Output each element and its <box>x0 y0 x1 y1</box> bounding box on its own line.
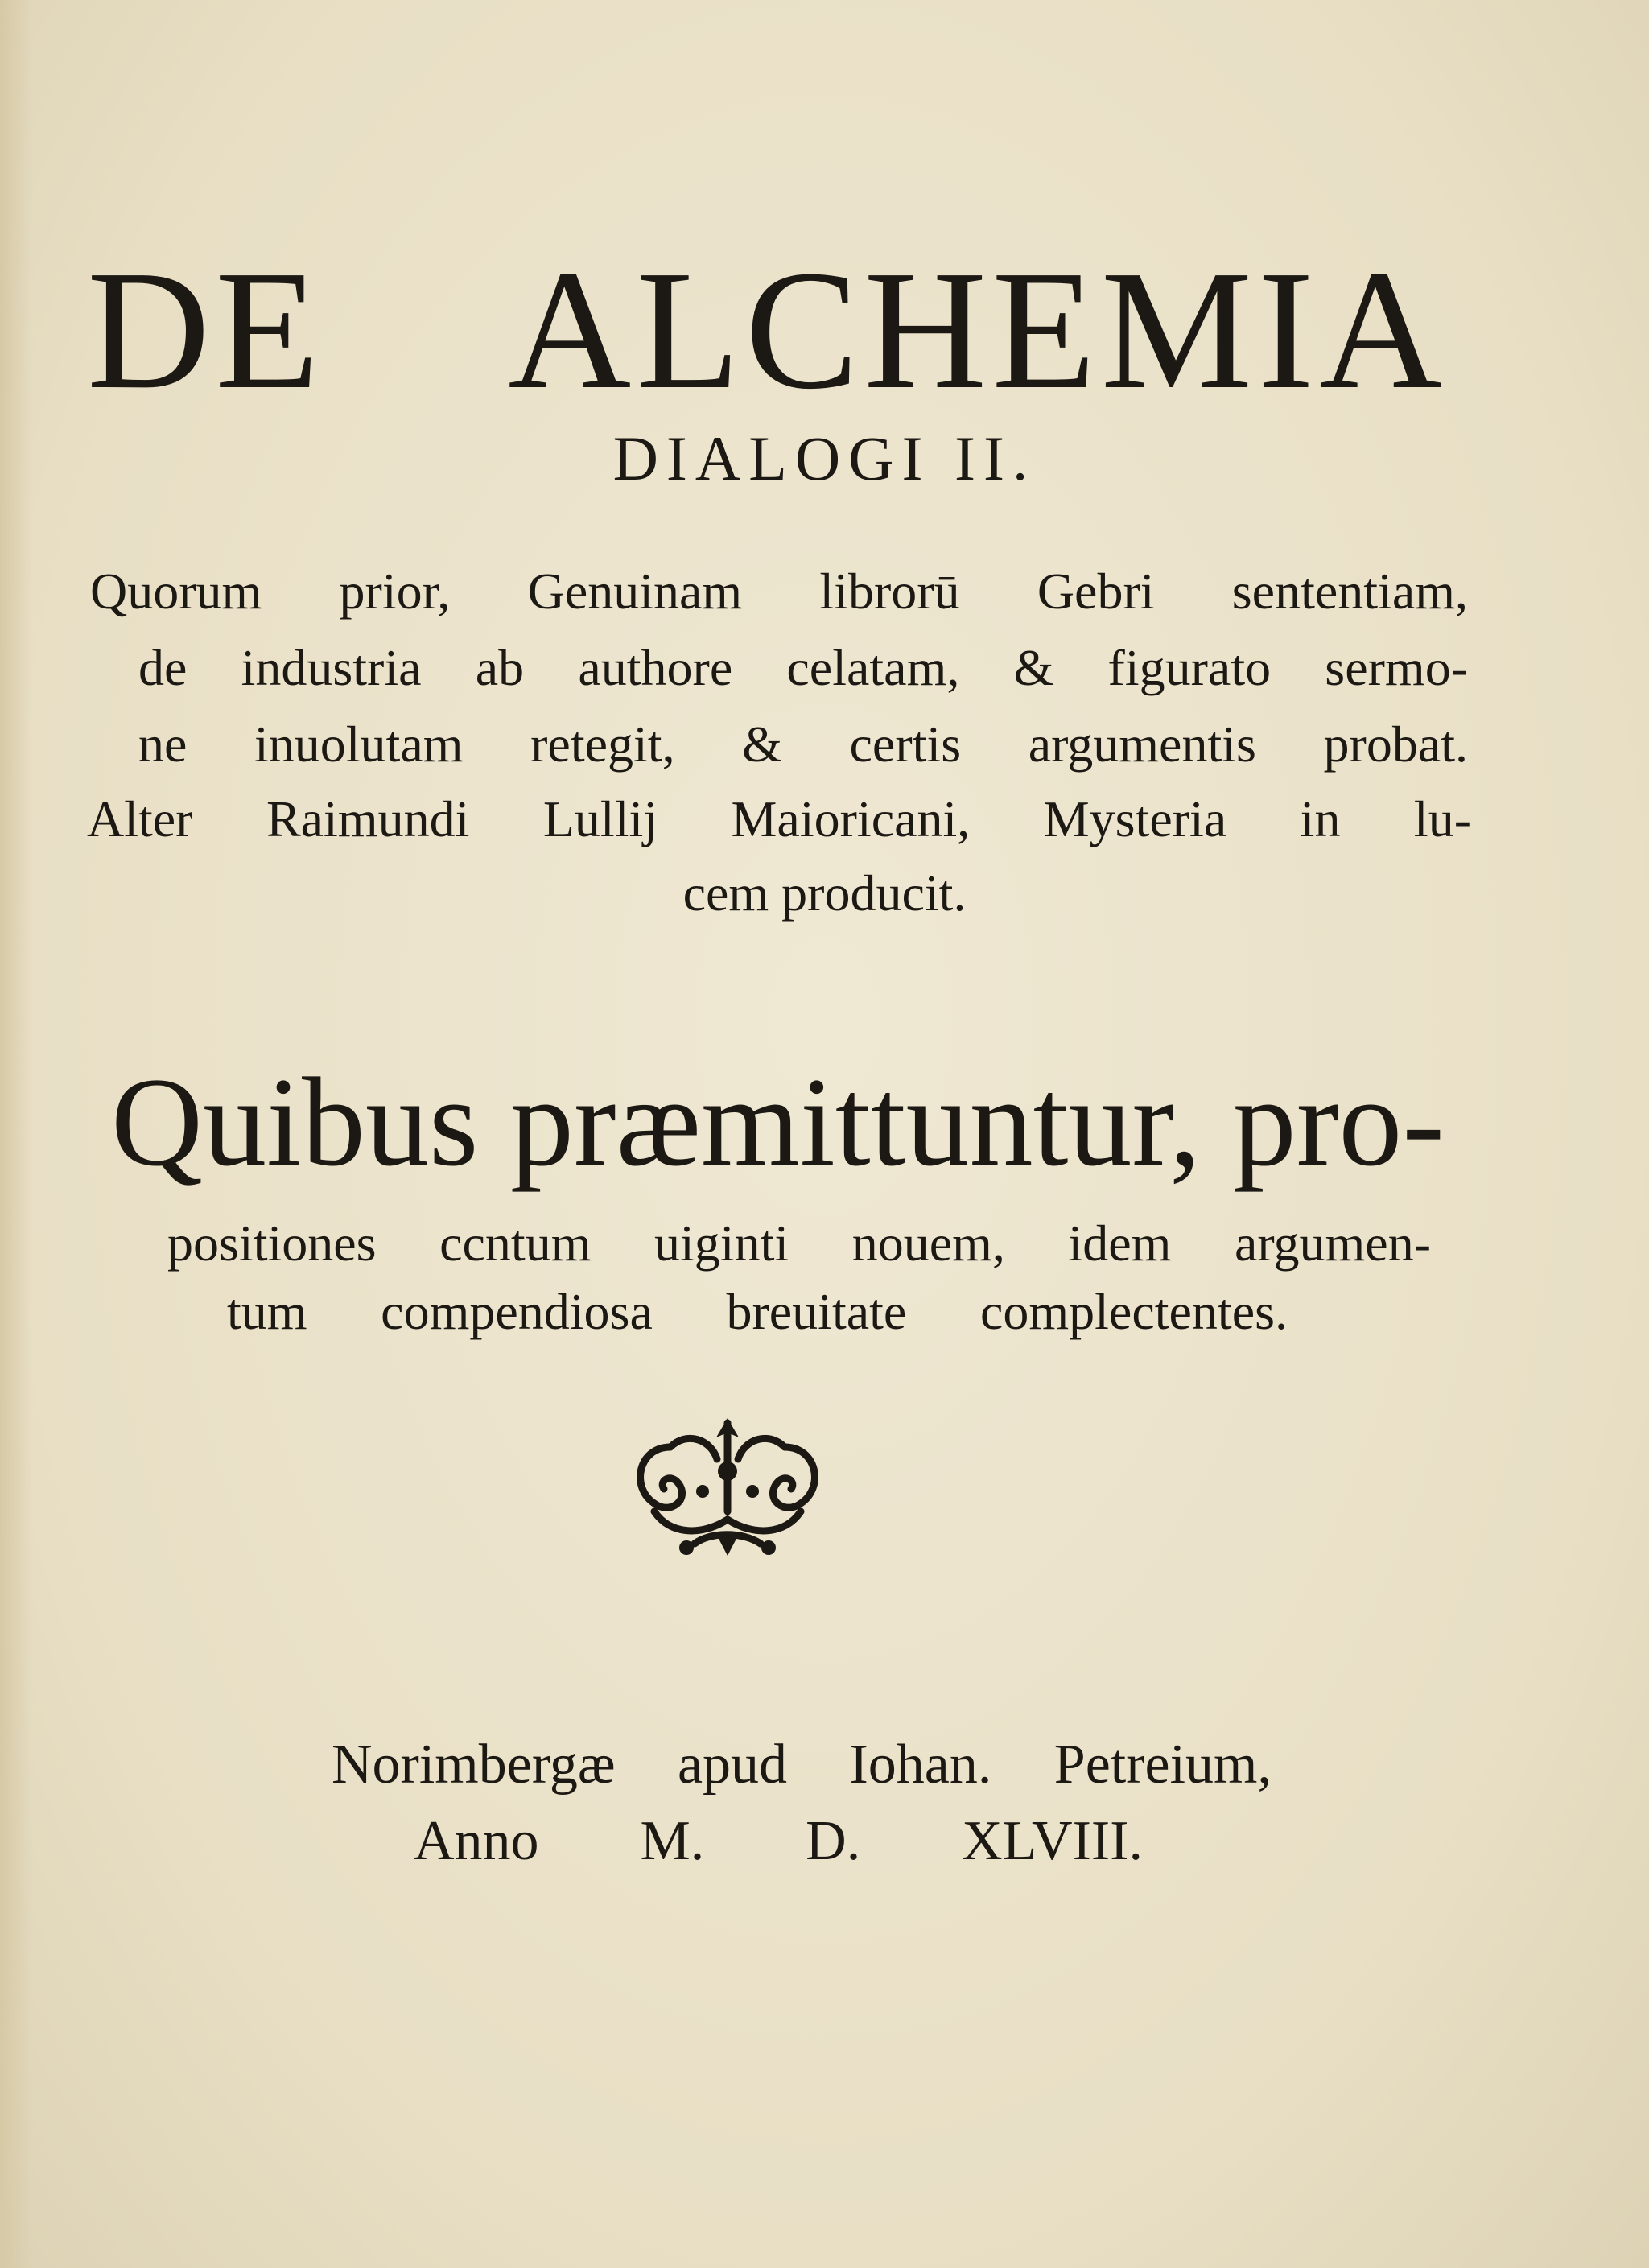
imprint-year: Anno M. D. XLVIII. <box>414 1810 1143 1872</box>
description-line: cem producit. <box>682 864 967 922</box>
description-line: Alter Raimundi Lullij Maioricani, Mysteria in lu- <box>87 790 1471 847</box>
book-title: DE ALCHEMIA <box>87 235 1447 424</box>
description-line: de industria ab authore celatam, & figurato sermo- <box>138 639 1468 696</box>
description-line: ne inuolutam retegit, & certis argumentis probat. <box>138 715 1468 773</box>
preface-heading: Quibus præmittuntur, pro- <box>111 1052 1445 1193</box>
preface-line: tum compendiosa breuitate complectentes. <box>227 1283 1288 1340</box>
preface-line: positiones ccntum uiginti nouem, idem argumen- <box>167 1214 1431 1272</box>
imprint-publisher: Norimbergæ apud Iohan. Petreium, <box>332 1734 1272 1796</box>
description-line: Quorum prior, Genuinam librorū Gebri sententiam, <box>90 563 1468 620</box>
printers-ornament-icon <box>622 1415 833 1558</box>
book-subtitle: DIALOGI II. <box>612 423 1037 493</box>
page-edge-shadow <box>0 0 32 2268</box>
